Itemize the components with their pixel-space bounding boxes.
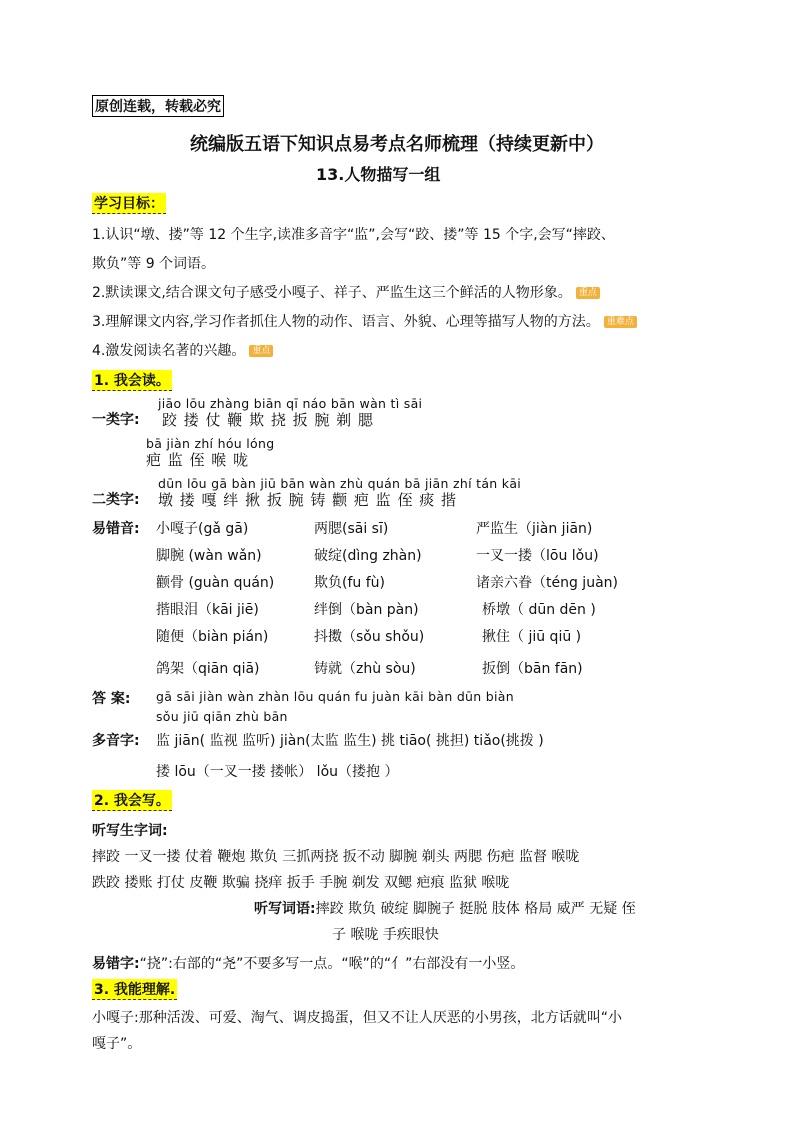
dictation-words-label: 听写词语: [254,901,316,917]
dictation-words-text: 摔跤 欺负 破绽 脚腕子 挺脱 肢体 格局 威严 无疑 侄 [315,901,636,917]
goal-1-line-a: 1.认识“墩、搂”等 12 个生字,读准多音字“监”,会写“跤、搂”等 15 个字,会写“摔跤、 [92,227,615,243]
class1-pinyin-row2: bā jiàn zhí hóu lóng [146,436,275,451]
goal-4 [92,341,273,361]
polyphone-line-1: 监 jiān( 监视 监听) jiàn(太监 监生) 挑 tiāo( 挑担) tiǎo(挑拨 ) [156,733,544,749]
error-item: 揪住（ jiū qiū ) [482,629,582,645]
goals-heading: 学习目标： [92,193,166,214]
answer-line-1: gā sāi jiàn wàn zhàn lōu quán fu juàn kāi bàn dūn biàn [156,689,514,704]
error-item: 脚腕 (wàn wǎn) [156,548,262,564]
document-title: 统编版五语下知识点易考点名师梳理（持续更新中） [190,134,604,155]
key-point-badge: 重点 [576,287,600,299]
error-item: 鸽架（qiān qiā) [156,661,260,677]
write-heading: 2. 我会写。 [92,790,172,811]
class2-pinyin: dūn lōu gā bàn jiū bān wàn zhù quán bā jiān zhí tán kāi [158,476,522,491]
error-chars-text: “挠”:右部的“尧”不要多写一点。“喉”的“亻”右部没有一小竖。 [139,956,525,972]
dictation-row-1: 摔跤 一叉一搂 仗着 鞭炮 欺负 三抓两挠 扳不动 脚腕 剃头 两腮 伤疤 监督 喉咙 [92,849,580,865]
class2-label: 二类字: [92,492,140,508]
error-item: 铸就（zhù sòu) [314,661,416,677]
key-difficulty-badge: 重难点 [604,316,637,328]
class1-pinyin-row1: jiāo lōu zhàng biān qī náo bān wàn tì sāi [158,396,423,411]
error-item: 扳倒（bān fān) [482,661,583,677]
error-item: 揩眼泪（kāi jiē) [156,602,259,618]
error-item: 破绽(dìng zhàn) [314,548,422,564]
error-chars-label: 易错字: [92,956,140,972]
error-item: 小嘎子(gǎ gā) [156,521,249,537]
class2-chars: 墩 搂 嘎 绊 揪 扳 腕 铸 颧 疤 监 侄 痰 揩 [158,491,457,509]
dictation-label: 听写生字词: [92,823,168,839]
errors-label: 易错音: [92,521,140,537]
error-item: 一叉一搂（lōu lǒu) [476,548,599,564]
error-item: 欺负(fu fù) [314,575,385,591]
answer-line-2: sǒu jiū qiān zhù bān [156,709,288,724]
copyright-notice: 原创连载，转载必究 [92,95,224,117]
dictation-words-cont: 子 喉咙 手疾眼快 [332,927,439,943]
class1-label: 一类字: [92,412,140,428]
understand-text-a: 小嘎子:那种活泼、可爱、淘气、调皮捣蛋，但又不让人厌恶的小男孩，北方话就叫“小 [92,1010,622,1026]
polyphone-line-2: 搂 lōu（一叉一搂 搂帐） lǒu（搂抱 ） [156,764,399,780]
dictation-words [254,898,636,918]
class1-chars-row2: 疤 监 侄 喉 咙 [146,451,250,469]
error-item: 随便（biàn pián) [156,629,269,645]
goal-3 [92,312,637,332]
answer-label: 答 案: [92,691,131,707]
error-item: 严监生（jiàn jiān) [476,521,593,537]
dictation-row-2: 跌跤 搂账 打仗 皮鞭 欺骗 挠痒 扳手 手腕 剃发 双鳃 疤痕 监狱 喉咙 [92,875,510,891]
lesson-title: 13.人物描写一组 [316,165,441,184]
understand-heading: 3. 我能理解. [92,979,177,1000]
key-point-badge: 重点 [249,345,273,357]
read-heading: 1. 我会读。 [92,370,172,391]
error-item: 桥墩（ dūn dēn ) [482,602,596,618]
class1-chars-row1: 跤 搂 仗 鞭 欺 挠 扳 腕 剃 腮 [162,411,374,429]
goal-3-text: 3.理解课文内容,学习作者抓住人物的动作、语言、外貌、心理等描写人物的方法。 [92,314,600,330]
error-item: 诸亲六眷（téng juàn) [476,575,618,591]
goal-4-text: 4.激发阅读名著的兴趣。 [92,343,246,359]
polyphone-label: 多音字: [92,733,140,749]
error-item: 抖擞（sǒu shǒu) [314,629,425,645]
goal-2 [92,283,600,303]
goal-1-line-b: 欺负”等 9 个词语。 [92,256,216,272]
error-chars [92,953,524,973]
error-item: 颧骨 (guàn quán) [156,575,275,591]
error-item: 绊倒（bàn pàn) [314,602,419,618]
goal-2-text: 2.默读课文,结合课文句子感受小嘎子、祥子、严监生这三个鲜活的人物形象。 [92,285,572,301]
error-item: 两腮(sāi sī) [314,521,389,537]
understand-text-b: 嘎子”。 [92,1036,142,1052]
